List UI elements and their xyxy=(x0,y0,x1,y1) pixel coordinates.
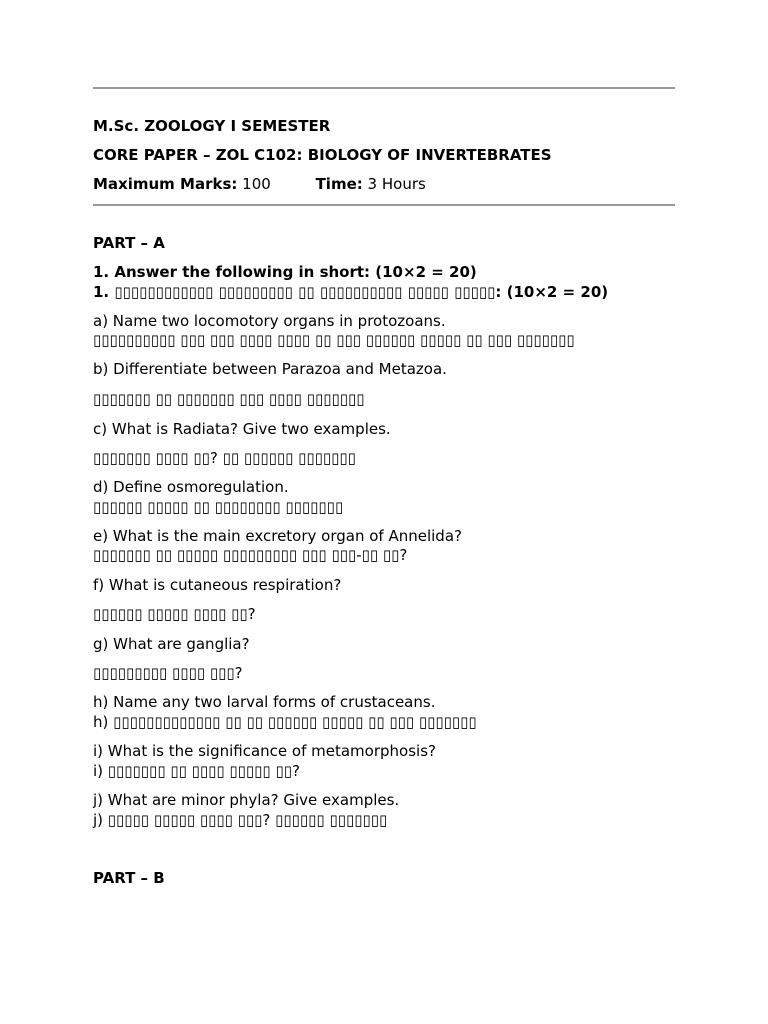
item-a-english: a) Name two locomotory organs in protozoans. xyxy=(93,312,446,330)
item-e-hindi: ▯▯▯▯▯▯▯ ▯▯ ▯▯▯▯▯ ▯▯▯▯▯▯▯▯▯ ▯▯▯ ▯▯▯-▯▯ ▯▯? xyxy=(93,546,408,564)
item-i-english: i) What is the significance of metamorphosis? xyxy=(93,742,436,760)
item-b-english: b) Differentiate between Parazoa and Metazoa. xyxy=(93,360,447,378)
item-e-english: e) What is the main excretory organ of Annelida? xyxy=(93,527,462,545)
item-j-english: j) What are minor phyla? Give examples. xyxy=(93,791,400,809)
item-c-english: c) What is Radiata? Give two examples. xyxy=(93,420,391,438)
question-1-hindi: 1. ▯▯▯▯▯▯▯▯▯▯▯▯ ▯▯▯▯▯▯▯▯▯ ▯▯ ▯▯▯▯▯▯▯▯▯▯ ▯▯▯▯▯ ▯▯▯▯▯: (10×2 = 20) xyxy=(93,283,609,301)
part-a-heading: PART – A xyxy=(93,234,165,252)
item-a-hindi: ▯▯▯▯▯▯▯▯▯▯ ▯▯▯ ▯▯▯ ▯▯▯▯ ▯▯▯▯ ▯▯ ▯▯▯ ▯▯▯▯▯▯ ▯▯▯▯▯ ▯▯ ▯▯▯ ▯▯▯▯▯▯▯ xyxy=(93,331,575,349)
item-c-hindi: ▯▯▯▯▯▯▯ ▯▯▯▯ ▯▯? ▯▯ ▯▯▯▯▯▯ ▯▯▯▯▯▯▯ xyxy=(93,449,356,467)
item-g-hindi: ▯▯▯▯▯▯▯▯▯ ▯▯▯▯ ▯▯▯? xyxy=(93,664,243,682)
item-d-english: d) Define osmoregulation. xyxy=(93,478,289,496)
item-f-english: f) What is cutaneous respiration? xyxy=(93,576,342,594)
time-label: Time: xyxy=(315,175,363,193)
marks-time-line xyxy=(93,175,426,193)
item-d-hindi: ▯▯▯▯▯▯ ▯▯▯▯▯ ▯▯ ▯▯▯▯▯▯▯▯ ▯▯▯▯▯▯▯ xyxy=(93,498,344,516)
header-rule xyxy=(93,204,675,206)
marks-label: Maximum Marks: xyxy=(93,175,238,193)
time-value: 3 Hours xyxy=(367,175,426,193)
question-1-english: 1. Answer the following in short: (10×2 = 20) xyxy=(93,263,477,281)
item-h-english: h) Name any two larval forms of crustaceans. xyxy=(93,693,436,711)
item-g-english: g) What are ganglia? xyxy=(93,635,250,653)
marks-value: 100 xyxy=(242,175,271,193)
item-h-hindi: h) ▯▯▯▯▯▯▯▯▯▯▯▯▯ ▯▯ ▯▯ ▯▯▯▯▯▯ ▯▯▯▯▯ ▯▯ ▯▯▯ ▯▯▯▯▯▯▯ xyxy=(93,713,477,731)
item-f-hindi: ▯▯▯▯▯▯ ▯▯▯▯▯ ▯▯▯▯ ▯▯? xyxy=(93,605,256,623)
paper-title: CORE PAPER – ZOL C102: BIOLOGY OF INVERTEBRATES xyxy=(93,146,552,164)
part-b-heading: PART – B xyxy=(93,869,165,887)
item-i-hindi: i) ▯▯▯▯▯▯▯ ▯▯ ▯▯▯▯ ▯▯▯▯▯ ▯▯? xyxy=(93,762,300,780)
top-rule xyxy=(93,87,675,89)
course-title: M.Sc. ZOOLOGY I SEMESTER xyxy=(93,117,331,135)
item-j-hindi: j) ▯▯▯▯▯ ▯▯▯▯▯ ▯▯▯▯ ▯▯▯? ▯▯▯▯▯▯ ▯▯▯▯▯▯▯ xyxy=(93,811,388,829)
item-b-hindi: ▯▯▯▯▯▯▯ ▯▯ ▯▯▯▯▯▯▯ ▯▯▯ ▯▯▯▯ ▯▯▯▯▯▯▯ xyxy=(93,390,365,408)
